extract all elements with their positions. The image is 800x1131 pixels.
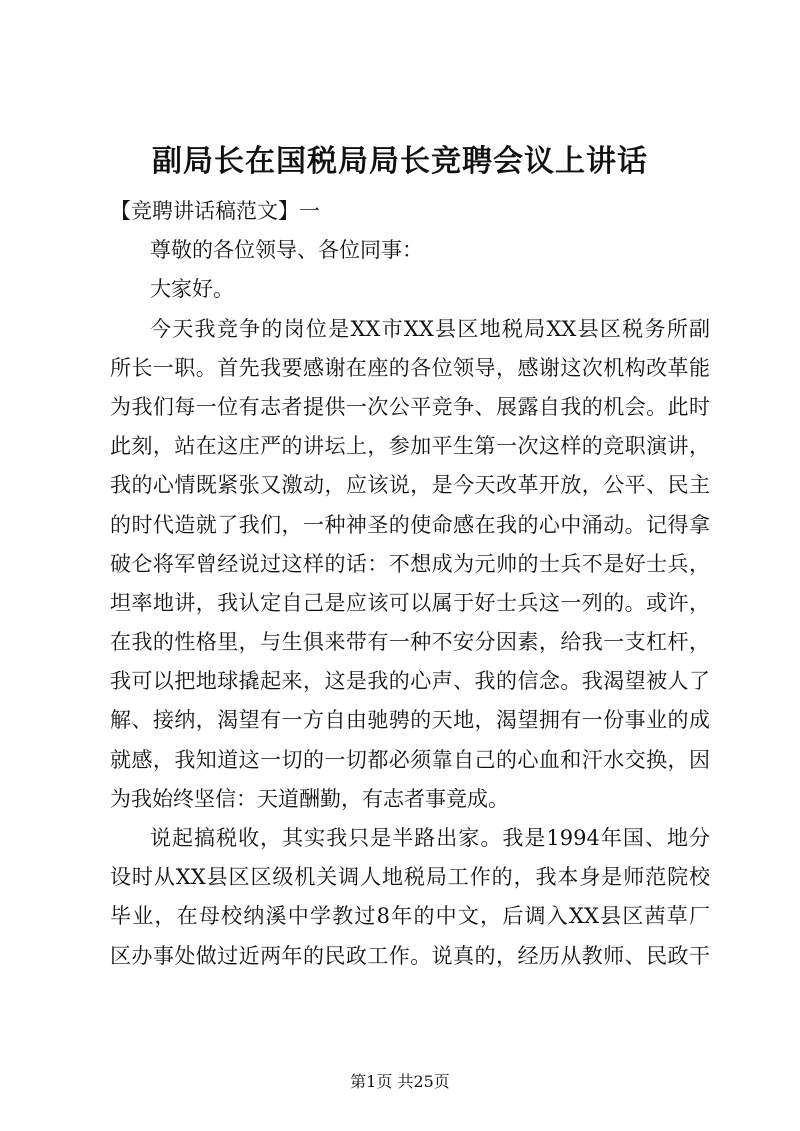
text-line: 解、接纳，渴望有一方自由驰骋的天地，渴望拥有一份事业的成 <box>110 708 710 733</box>
text-line: 今天我竞争的岗位是XX市XX县区地税局XX县区税务所副 <box>150 316 710 341</box>
text-line: 为我始终坚信：天道酬勤，有志者事竟成。 <box>110 786 509 811</box>
text-line: 大家好。 <box>150 277 234 302</box>
page-footer: 第1页 共25页 <box>350 1072 450 1091</box>
text-line: 我可以把地球撬起来，这是我的心声、我的信念。我渴望被人了 <box>110 669 710 694</box>
text-line: 尊敬的各位领导、各位同事： <box>150 238 423 263</box>
text-line: 破仑将军曾经说过这样的话：不想成为元帅的士兵不是好士兵， <box>110 551 710 576</box>
text-line: 此刻，站在这庄严的讲坛上，参加平生第一次这样的竞职演讲， <box>110 434 710 459</box>
document-title: 副局长在国税局局长竞聘会议上讲话 <box>152 144 648 179</box>
text-line: 所长一职。首先我要感谢在座的各位领导，感谢这次机构改革能 <box>110 355 710 380</box>
text-line: 毕业，在母校纳溪中学教过8年的中文，后调入XX县区茜草厂 <box>110 904 710 929</box>
text-line: 我的心情既紧张又激动，应该说，是今天改革开放，公平、民主 <box>110 473 710 498</box>
document-body <box>110 192 710 976</box>
text-line: 区办事处做过近两年的民政工作。说真的，经历从教师、民政干 <box>110 943 710 968</box>
text-line: 【竞聘讲话稿范文】一 <box>110 199 320 223</box>
text-line: 就感，我知道这一切的一切都必须靠自己的心血和汗水交换，因 <box>110 747 710 772</box>
text-line: 设时从XX县区区级机关调人地税局工作的，我本身是师范院校 <box>110 865 710 890</box>
text-line: 为我们每一位有志者提供一次公平竞争、展露自我的机会。此时 <box>110 394 710 419</box>
text-line: 的时代造就了我们，一种神圣的使命感在我的心中涌动。记得拿 <box>110 512 710 537</box>
text-line: 坦率地讲，我认定自己是应该可以属于好士兵这一列的。或许， <box>110 590 710 615</box>
text-line: 在我的性格里，与生俱来带有一种不安分因素，给我一支杠杆， <box>110 630 710 655</box>
text-line: 说起搞税收，其实我只是半路出家。我是1994年国、地分 <box>150 826 710 850</box>
